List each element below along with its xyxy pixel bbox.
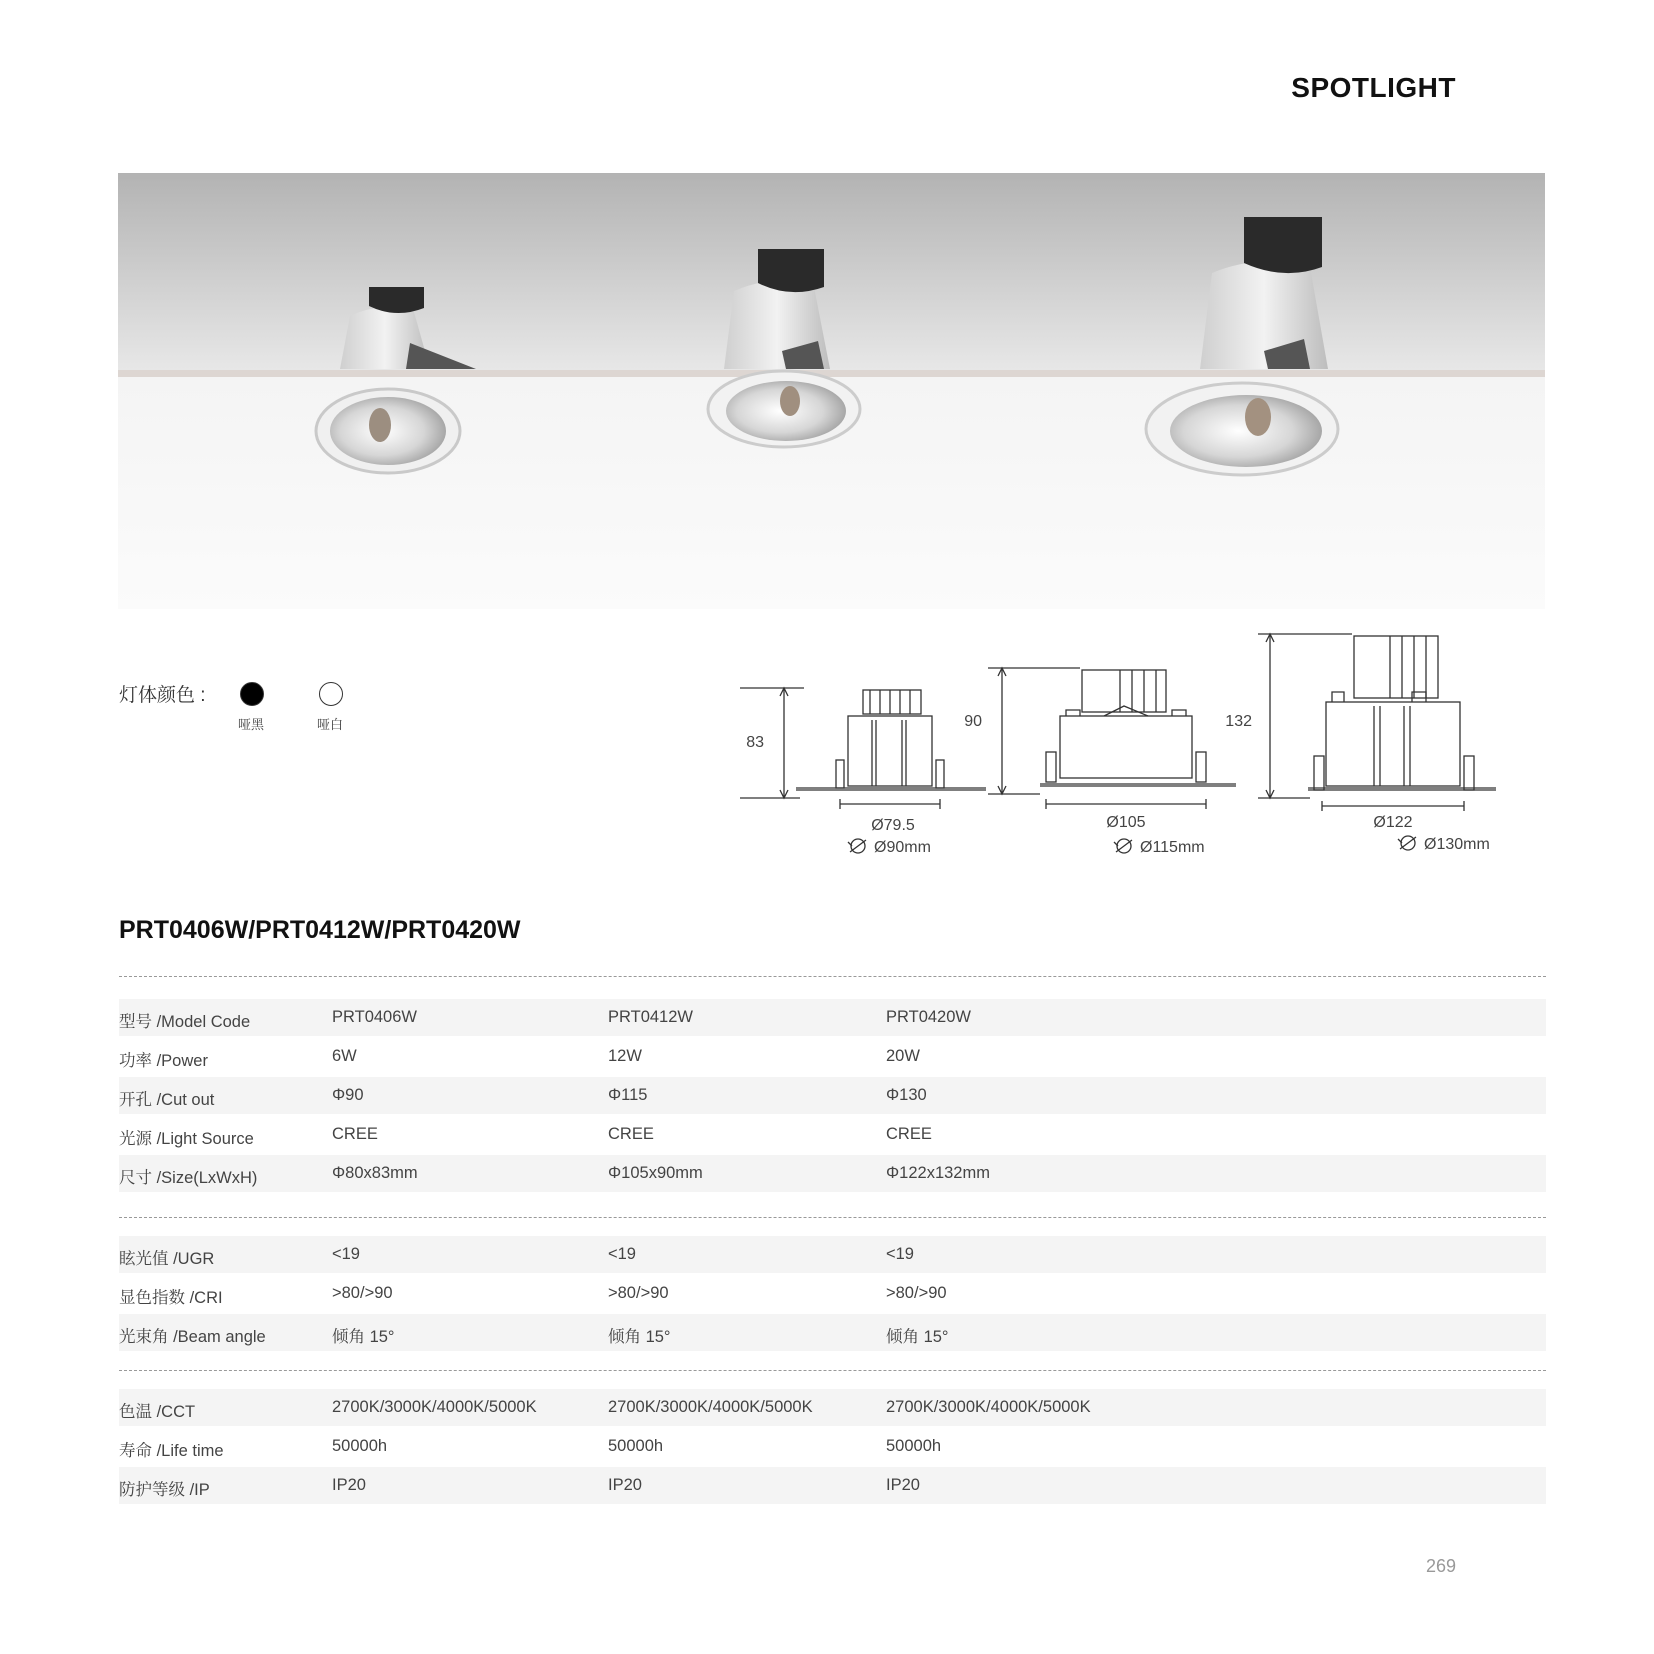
page-number: 269 (1425, 1556, 1456, 1576)
spec-value: 2700K/3000K/4000K/5000K (608, 1398, 813, 1416)
diameter-label: Ø122 (1373, 814, 1413, 831)
product-banner-image (118, 173, 1545, 609)
spec-row-ugr (119, 1236, 1546, 1273)
spec-label: 显色指数 /CRI (119, 1289, 223, 1307)
spec-value: 50000h (608, 1437, 664, 1455)
spec-value: 6W (332, 1047, 357, 1065)
spec-row-model-code (119, 999, 1546, 1036)
model-heading: PRT0406W/PRT0412W/PRT0420W (119, 916, 521, 944)
cutout-icon (1398, 836, 1416, 850)
swatch-matte-white (319, 682, 343, 706)
spec-value: Φ122x132mm (886, 1164, 990, 1182)
cutout-icon (1114, 839, 1132, 853)
spec-value: IP20 (608, 1476, 642, 1494)
divider (119, 976, 1546, 977)
spec-row-cct (119, 1389, 1546, 1426)
spec-value: <19 (608, 1245, 636, 1263)
swatch-matte-white-label: 哑白 (317, 717, 344, 732)
swatch-matte-black (240, 682, 264, 706)
spec-value: Φ105x90mm (608, 1164, 703, 1182)
spec-value: 20W (886, 1047, 920, 1065)
height-label: 90 (964, 713, 982, 730)
divider (119, 1370, 1546, 1371)
height-label: 132 (1225, 713, 1252, 730)
spec-value: CREE (332, 1125, 378, 1143)
dimension-drawings (740, 630, 1570, 880)
spec-label: 型号 /Model Code (119, 1013, 251, 1031)
divider (119, 1217, 1546, 1218)
spec-label: 光束角 /Beam angle (119, 1328, 266, 1346)
spec-label: 色温 /CCT (119, 1403, 196, 1421)
spec-row-power (119, 1038, 1546, 1075)
spec-value: >80/>90 (332, 1284, 393, 1302)
cutout-icon (848, 839, 866, 853)
spec-value: Φ80x83mm (332, 1164, 418, 1182)
spec-value: 50000h (886, 1437, 942, 1455)
spec-row-cri (119, 1275, 1546, 1312)
spec-label: 尺寸 /Size(LxWxH) (119, 1169, 258, 1187)
drawing-20w (1258, 634, 1496, 811)
spec-value: Φ115 (608, 1086, 648, 1104)
height-label: 83 (746, 734, 764, 751)
spec-row-beam-angle (119, 1314, 1546, 1351)
spec-value: 50000h (332, 1437, 388, 1455)
drawing-6w (740, 688, 986, 809)
spec-value: 2700K/3000K/4000K/5000K (332, 1398, 537, 1416)
spec-label: 开孔 /Cut out (119, 1091, 215, 1109)
spec-value: 倾角 15° (332, 1328, 395, 1346)
spec-row-life-time (119, 1428, 1546, 1465)
spec-value: <19 (332, 1245, 360, 1263)
spec-value: IP20 (332, 1476, 366, 1494)
page-title: SPOTLIGHT (1291, 72, 1456, 103)
cutout-label: Ø90mm (874, 839, 931, 856)
spec-value: CREE (608, 1125, 654, 1143)
spec-value: >80/>90 (886, 1284, 947, 1302)
spec-value: >80/>90 (608, 1284, 669, 1302)
spec-value: 12W (608, 1047, 642, 1065)
swatch-matte-black-label: 哑黑 (238, 717, 265, 732)
spec-row-ip (119, 1467, 1546, 1504)
spec-row-light-source (119, 1116, 1546, 1153)
spec-value: <19 (886, 1245, 914, 1263)
spec-label: 光源 /Light Source (119, 1130, 254, 1148)
spec-value: 2700K/3000K/4000K/5000K (886, 1398, 1091, 1416)
finish-label: 灯体颜色 : (119, 685, 206, 706)
spec-value: 倾角 15° (886, 1328, 949, 1346)
spec-value: 倾角 15° (608, 1328, 671, 1346)
spec-value: PRT0406W (332, 1008, 417, 1026)
spec-row-cut-out (119, 1077, 1546, 1114)
spec-label: 防护等级 /IP (119, 1481, 210, 1499)
cutout-label: Ø115mm (1140, 839, 1205, 856)
spec-value: IP20 (886, 1476, 920, 1494)
spec-value: CREE (886, 1125, 932, 1143)
spec-label: 寿命 /Life time (119, 1442, 224, 1460)
spec-value: PRT0420W (886, 1008, 971, 1026)
spec-value: Φ90 (332, 1086, 364, 1104)
cutout-label: Ø130mm (1424, 836, 1490, 853)
spec-value: Φ130 (886, 1086, 927, 1104)
spec-value: PRT0412W (608, 1008, 693, 1026)
drawing-12w (988, 668, 1236, 809)
diameter-label: Ø105 (1106, 814, 1146, 831)
spec-row-size (119, 1155, 1546, 1192)
spec-label: 功率 /Power (119, 1052, 208, 1070)
spec-label: 眩光值 /UGR (119, 1250, 215, 1268)
diameter-label: Ø79.5 (871, 817, 915, 834)
